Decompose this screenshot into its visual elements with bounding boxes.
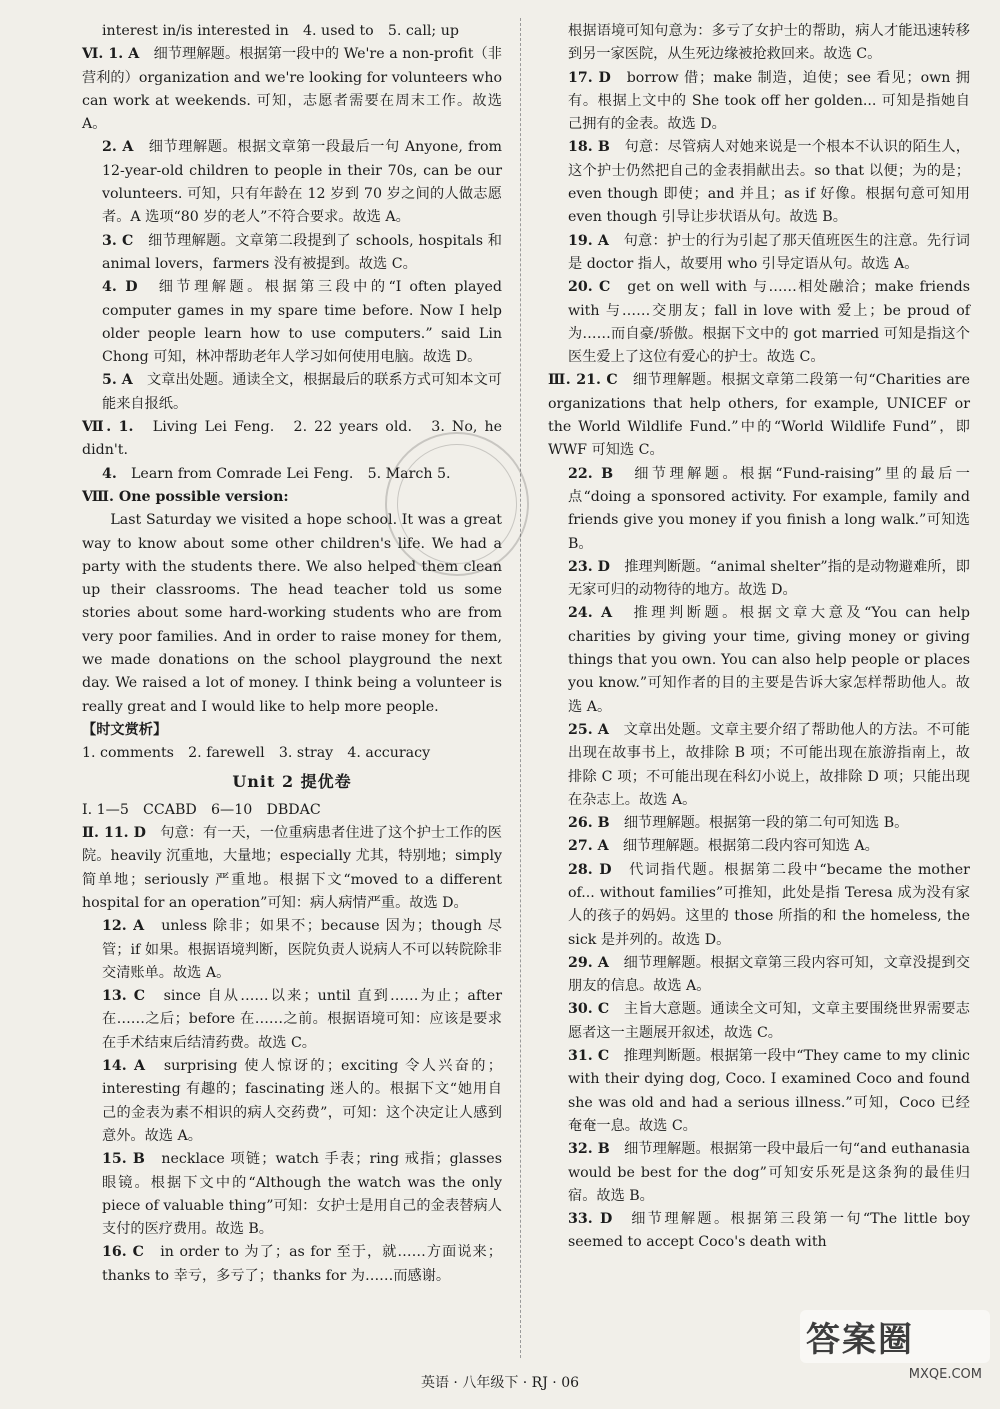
column-divider	[520, 18, 521, 1358]
answer-item	[548, 1208, 970, 1255]
watermark-logo: 答案圈	[800, 1310, 990, 1363]
answer-label: 15. B	[102, 1151, 145, 1168]
unit-title: Unit 2 提优卷	[232, 771, 352, 791]
answer-item	[82, 1148, 502, 1241]
answer-text: since 自从……以来；until 直到……为止；after 在……之后；before 在……之前。根据语境可知：应该是要求在手术结束后结清药费。故选 C。	[102, 988, 502, 1051]
answer-item	[548, 369, 970, 462]
answer-label: 3. C	[102, 232, 134, 249]
answer-text: 根据语境可知句意为：多亏了女护士的帮助，病人才能迅速转移到另一家医院，从生死边缘被抢救回来。故选 C。	[568, 23, 970, 63]
answer-item	[548, 952, 970, 999]
answer-item	[82, 136, 502, 229]
watermark-url: MXQE.COM	[908, 1367, 982, 1382]
answer-text: in order to 为了；as for 至于，就……方面说来；thanks to 幸亏，多亏了；thanks for 为……而感谢。	[102, 1244, 502, 1284]
answer-label: 16. C	[102, 1244, 144, 1261]
answer-item	[548, 1045, 970, 1138]
answer-label: 20. C	[568, 279, 611, 296]
answer-item	[548, 998, 970, 1045]
page-footer: 英语 · 八年级下 · RJ · 06	[420, 1375, 580, 1391]
answer-text: 细节理解题。根据第二段内容可知选 A。	[622, 838, 879, 855]
site-watermark	[800, 1310, 990, 1400]
answer-text: 代词指代题。根据第二段中“became the mother of... without families”可推知，此处是指 Teresa 成为没有家人的孩子的妈妈。这里的 those 所指的和 the homeless, the sick 是并列的。故选 D。	[568, 861, 970, 948]
answer-label: Ⅱ. 11. D	[82, 825, 146, 842]
shiwen-heading: 【时文赏析】	[82, 721, 168, 738]
answer-label: 23. D	[568, 558, 610, 575]
answer-label: 12. A	[102, 918, 145, 935]
answer-label: 27. A	[568, 838, 609, 855]
answer-label: Ⅲ. 21. C	[548, 372, 618, 389]
answer-item	[548, 1138, 970, 1208]
answer-label: 24. A	[568, 605, 613, 622]
answer-text: 细节理解题。文章第二段提到了 schools, hospitals 和 animal lovers，farmers 没有被提到。故选 C。	[102, 232, 502, 272]
answer-item	[548, 67, 970, 137]
answer-text: unless 除非；如果不；because 因为；though 尽管；if 如果。根据语境判断，医院负责人说病人不可以转院除非交清账单。故选 A。	[102, 918, 502, 981]
answer-label: Ⅶ. 1.	[82, 419, 134, 436]
answer-text: 细节理解题。根据文章第二段第一句“Charities are organizations that help others, for example, UNICEF or the World Wildlife Fund.”中的“World Wildlife Fund”，即 WWF 可知选 C。	[548, 372, 970, 459]
left-answer-items	[82, 822, 502, 1288]
answer-text: 句意：护士的行为引起了那天值班医生的注意。先行词是 doctor 指人，故要用 who 引导定语从句。故选 A。	[568, 232, 970, 272]
answer-label: 31. C	[568, 1048, 610, 1065]
answer-item	[82, 369, 502, 416]
answer-label: 13. C	[102, 988, 146, 1005]
answer-label: 17. D	[568, 69, 611, 86]
answer-label: 30. C	[568, 1001, 610, 1018]
answer-text: 细节理解题。根据第一段的第二句可知选 B。	[623, 815, 909, 832]
answer-label: 29. A	[568, 954, 609, 971]
answer-text: 推理判断题。“animal shelter”指的是动物避难所，即无家可归的动物待的地方。故选 D。	[568, 558, 970, 599]
answer-item	[82, 915, 502, 985]
answer-label: 18. B	[568, 139, 610, 156]
answer-label: 4.	[102, 465, 117, 482]
answer-item	[548, 859, 970, 952]
answer-item	[548, 20, 970, 67]
answer-text: Living Lei Feng. 2. 22 years old. 3. No, he didn't.	[82, 419, 502, 459]
answer-text: 细节理解题。根据第一段中的 We're a non-profit（非营利的）organization and we're looking for volunteers who can work at weekends. 可知，志愿者需要在周末工作。故选 A。	[82, 46, 502, 133]
answer-item	[82, 822, 502, 915]
answer-text: 细节理解题。根据“Fund-raising”里的最后一点“doing a sponsored activity. For example, family and friends give you money if you finish a long walk.”可知选 B。	[568, 465, 970, 552]
answer-label: 22. B	[568, 465, 614, 482]
answer-label: Ⅵ. 1. A	[82, 46, 140, 63]
answer-item	[548, 835, 970, 858]
answer-text: borrow 借；make 制造，迫使；see 看见；own 拥有。根据上文中的 She took off her golden... 可知是指她自己拥有的金表。故选 D。	[568, 69, 970, 133]
answer-text: 推理判断题。根据文章大意及“You can help charities by giving your time, giving money or giving things that you own. You can also help people or places you know.”可知作者的目的主要是告诉大家怎样帮助他人。故选 A。	[568, 605, 970, 715]
answer-item	[82, 1241, 502, 1288]
model-essay: Last Saturday we visited a hope school. It was a great way to know about some other children's life. We had a party with the students there. We also helped them clean up their classrooms. The head teacher told us some stories about some hard-working students who are from very poor families. And in order to raise money for them, we made donations on the school playground the next day. We raised a lot of money. I think being a volunteer is really great and I would like to help more people.	[82, 512, 502, 715]
answer-text: 细节理解题。根据第一段中最后一句“and euthanasia would be best for the dog”可知安乐死是这条狗的最佳归宿。故选 B。	[568, 1141, 970, 1204]
answer-item	[548, 556, 970, 603]
answer-text: 细节理解题。根据文章第一段最后一句 Anyone, from 12-year-old children to people in their 70s, can be our volunteers. 可知，只有年龄在 12 岁到 70 岁之间的人做志愿者。A 选项“80 岁的老人”不符合要求。故选 A。	[102, 139, 502, 226]
answer-label: 5. A	[102, 372, 133, 389]
answer-text: interest in/is interested in 4. used to 5. call; up	[102, 23, 459, 39]
answer-item	[82, 230, 502, 277]
answer-item	[548, 136, 970, 229]
answer-text: 句意：有一天，一位重病患者住进了这个护士工作的医院。heavily 沉重地，大量地；especially 尤其，特别地；simply 简单地；seriously 严重地。根据下文“moved to a different hospital for an operation”可知：病人病情严重。故选 D。	[82, 825, 502, 911]
answer-text: 细节理解题。根据文章第三段内容可知，文章没提到交朋友的信息。故选 A。	[568, 954, 970, 995]
answer-label: 32. B	[568, 1141, 610, 1158]
answer-text: 文章出处题。文章主要介绍了帮助他人的方法。不可能出现在故事书上，故排除 B 项；不可能出现在旅游指南上，故排除 C 项；不可能出现在科幻小说上，故排除 D 项；只能出现在杂志上。故选 A。	[568, 721, 970, 808]
left-column	[82, 20, 502, 1288]
answer-text: 文章出处题。通读全文，根据最后的联系方式可知本文可能来自报纸。	[102, 372, 502, 412]
answer-item	[548, 230, 970, 277]
right-column	[548, 20, 970, 1255]
answer-label: 19. A	[568, 232, 609, 249]
answer-item	[82, 20, 502, 43]
answer-item	[548, 602, 970, 718]
answer-label: 26. B	[568, 815, 610, 832]
answer-item	[548, 463, 970, 556]
answer-item	[82, 276, 502, 369]
answer-text: 主旨大意题。通读全文可知，文章主要围绕世界需要志愿者这一主题展开叙述，故选 C。	[568, 1001, 970, 1041]
answer-text: 句意：尽管病人对她来说是一个根本不认识的陌生人，这个护士仍然把自己的金表捐献出去。so that 以便；为的是；even though 即使；and 并且；as if 好像。根据句意可知用 even though 引导让步状语从句。故选 B。	[568, 139, 970, 226]
answer-item	[82, 43, 502, 136]
answer-item	[82, 985, 502, 1055]
answer-label: 28. D	[568, 861, 612, 878]
answer-text: 推理判断题。根据第一段中“They came to my clinic with their dying dog, Coco. I examined Coco and found she was old and had a serious illness.”可知，Coco 已经奄奄一息。故选 C。	[568, 1048, 970, 1134]
answer-item	[548, 276, 970, 369]
answer-item	[548, 812, 970, 835]
answer-text: get on well with 与……相处融洽；make friends with 与……交朋友；fall in love with 爱上；be proud of 为……而自豪/骄傲。根据下文中的 got married 可知是指这个医生爱上了这位有爱心的护士。故选 C。	[568, 279, 970, 366]
answer-label: 4. D	[102, 279, 138, 296]
answer-item	[82, 1055, 502, 1148]
answer-text: surprising 使人惊讶的；exciting 令人兴奋的；interesting 有趣的；fascinating 迷人的。根据下文“她用自己的金表为素不相识的病人交药费”，可知：这个决定让人感到意外。故选 A。	[102, 1058, 502, 1144]
answer-text: Learn from Comrade Lei Feng. 5. March 5.	[131, 465, 451, 482]
section-1-answers: Ⅰ. 1—5 CCABD 6—10 DBDAC	[82, 801, 321, 818]
answer-label: 33. D	[568, 1211, 613, 1228]
answer-text: 细节理解题。根据第三段第一句“The little boy seemed to accept Coco's death with	[568, 1211, 970, 1251]
answer-label: Ⅷ. One possible version:	[82, 488, 289, 505]
answer-label: 14. A	[102, 1058, 145, 1075]
answer-item	[548, 719, 970, 812]
answer-text: 细节理解题。根据第三段中的“I often played computer games in my spare time before. Now I help older people learn how to use computers.” said Lin Chong 可知，林冲帮助老年人学习如何使用电脑。故选 D。	[102, 279, 502, 366]
answer-label: 2. A	[102, 139, 134, 156]
shiwen-answers: 1. comments 2. farewell 3. stray 4. accuracy	[82, 745, 431, 762]
answer-text: necklace 项链；watch 手表；ring 戒指；glasses 眼镜。根据下文中的“Although the watch was the only piece of valuable thing”可知：女护士是用自己的金表替病人支付的医疗费用。故选 B。	[102, 1151, 502, 1238]
right-answer-items	[548, 20, 970, 1255]
answer-label: 25. A	[568, 721, 609, 738]
